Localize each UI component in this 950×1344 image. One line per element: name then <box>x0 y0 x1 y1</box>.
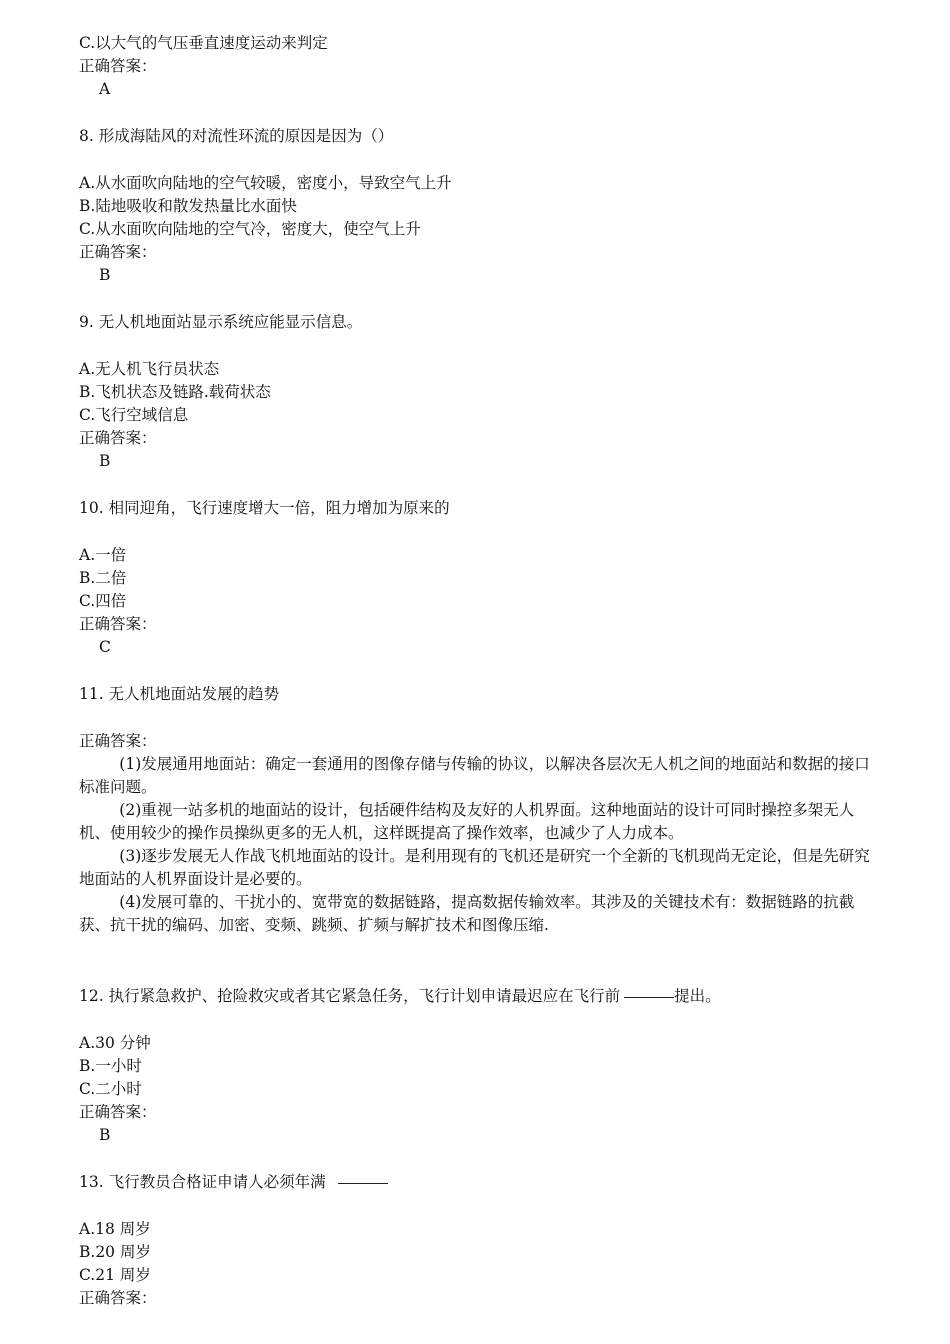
q12-question-suffix: 提出。 <box>674 987 721 1005</box>
q12-option-a: A.30 分钟 <box>79 1034 151 1052</box>
q13-option-c: C.21 周岁 <box>79 1266 151 1284</box>
q13-answer-label: 正确答案： <box>79 1289 157 1307</box>
q13-option-a: A.18 周岁 <box>79 1220 151 1238</box>
q8-option-b: B.陆地吸收和散发热量比水面快 <box>79 197 297 215</box>
q8-option-a: A.从水面吹向陆地的空气较暖，密度小，导致空气上升 <box>79 174 452 192</box>
q8-option-c: C.从水面吹向陆地的空气冷，密度大，使空气上升 <box>79 220 421 238</box>
q12-option-c: C.二小时 <box>79 1080 142 1098</box>
q11-answer-paragraph-2: (2)重视一站多机的地面站的设计，包括硬件结构及友好的人机界面。这种地面站的设计可同时操控多架无人机、使用较少的操作员操纵更多的无人机，这样既提高了操作效率，也减少了人力成本。 <box>79 801 855 842</box>
q10-question: 10. 相同迎角，飞行速度增大一倍，阻力增加为原来的 <box>79 499 450 517</box>
q7-option-c: C.以大气的气压垂直速度运动来判定 <box>79 34 328 52</box>
q10-answer: C <box>99 638 111 656</box>
q8-question: 8. 形成海陆风的对流性环流的原因是因为（） <box>79 127 394 145</box>
q8-answer-label: 正确答案： <box>79 243 157 261</box>
q13-option-b: B.20 周岁 <box>79 1243 151 1261</box>
q10-answer-label: 正确答案： <box>79 615 157 633</box>
q11-question: 11. 无人机地面站发展的趋势 <box>79 685 280 703</box>
q11-answer-paragraph-3: (3)逐步发展无人作战飞机地面站的设计。是利用现有的飞机还是研究一个全新的飞机现尚无定论，但是先研究地面站的人机界面设计是必要的。 <box>79 847 870 888</box>
q12-answer-label: 正确答案： <box>79 1103 157 1121</box>
q7-answer-label: 正确答案： <box>79 57 157 75</box>
q9-answer-label: 正确答案： <box>79 429 157 447</box>
q8-answer: B <box>99 266 111 284</box>
q10-option-b: B.二倍 <box>79 569 127 587</box>
q11-answer-label: 正确答案： <box>79 732 157 750</box>
q12-option-b: B.一小时 <box>79 1057 142 1075</box>
q9-answer: B <box>99 452 111 470</box>
q13-answer-blank <box>338 1182 388 1184</box>
q9-option-b: B.飞机状态及链路.载荷状态 <box>79 383 271 401</box>
q12-answer-blank <box>624 996 674 998</box>
q12-question <box>79 985 879 1008</box>
q9-option-a: A.无人机飞行员状态 <box>79 360 220 378</box>
q11-answer-paragraph-4: (4)发展可靠的、干扰小的、宽带宽的数据链路，提高数据传输效率。其涉及的关键技术有：数据链路的抗截获、抗干扰的编码、加密、变频、跳频、扩频与解扩技术和图像压缩. <box>79 893 855 934</box>
q12-question-prefix: 12. 执行紧急救护、抢险救灾或者其它紧急任务，飞行计划申请最迟应在飞行前 <box>79 987 621 1005</box>
q10-option-a: A.一倍 <box>79 546 127 564</box>
q9-option-c: C.飞行空域信息 <box>79 406 189 424</box>
q10-option-c: C.四倍 <box>79 592 127 610</box>
q9-question: 9. 无人机地面站显示系统应能显示信息。 <box>79 313 363 331</box>
q7-answer: A <box>99 80 111 98</box>
q13-question <box>79 1171 879 1194</box>
exam-document <box>79 32 879 1310</box>
q12-answer: B <box>99 1126 111 1144</box>
q11-answer-paragraph-1: (1)发展通用地面站：确定一套通用的图像存储与传输的协议，以解决各层次无人机之间的地面站和数据的接口标准问题。 <box>79 755 870 796</box>
q13-question-text: 13. 飞行教员合格证申请人必须年满 <box>79 1173 326 1191</box>
